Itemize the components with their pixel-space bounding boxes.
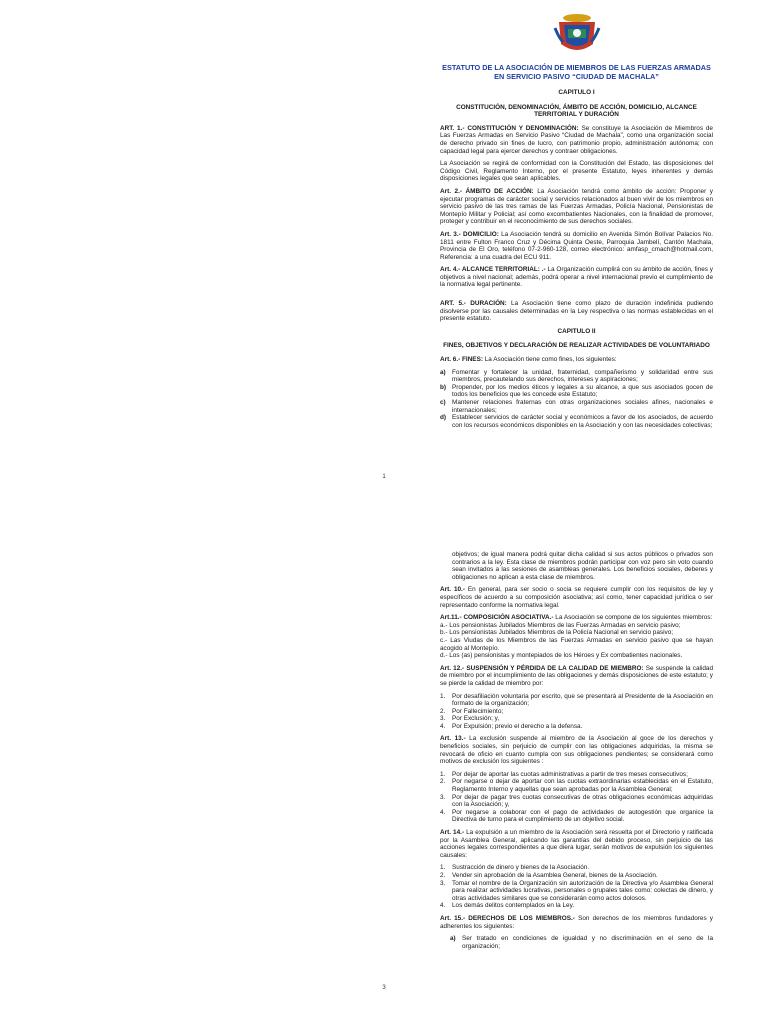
article-15 <box>440 915 713 930</box>
article-4-text: La Organización cumplirá con su ámbito de acción, fines y objetivos a nivel nacional; además, podrá operar a nivel internacional previo el cumplimiento de la normativa legal pertinente. <box>440 266 714 289</box>
list-item <box>440 880 713 903</box>
article-11 <box>440 614 713 622</box>
list-item <box>440 693 713 708</box>
article-3 <box>440 231 713 261</box>
list-item: d.- Los (as) pensionistas y montepiados de los Héroes y Ex combatientes nacionales. <box>440 652 683 660</box>
list-item-text: Por negarse a colaborar con el pago de actividades de autogestión que organice la Directiva de turno para el cumplimiento de un objetivo social. <box>452 808 713 824</box>
list-item-marker: c) <box>440 399 446 406</box>
list-item <box>440 723 713 731</box>
list-item-text: Por Expulsión; previo el derecho a la defensa. <box>452 722 583 730</box>
article-6 <box>440 356 713 364</box>
chapter-1-heading: CONSTITUCIÓN, DENOMINACIÓN, ÁMBITO DE ACCIÓN, DOMICILIO, ALCANCE TERRITORIAL Y DURACIÓN <box>456 103 697 119</box>
list-item-marker: 4. <box>440 808 446 816</box>
article-10-label: Art. 10.- <box>440 586 465 594</box>
list-item: b.- Los pensionistas Jubilados Miembros de la Policía Nacional en servicio pasivo; <box>440 629 674 637</box>
list-item-marker: b) <box>440 383 447 391</box>
article-10 <box>440 586 713 609</box>
document-title: ESTATUTO DE LA ASOCIACIÓN DE MIEMBROS DE LAS FUERZAS ARMADAS EN SERVICIO PASIVO “CIUDAD DE MACHALA” <box>442 63 711 81</box>
expulsion-list <box>440 864 713 910</box>
list-item-marker: 1. <box>440 692 446 700</box>
list-item-marker: 2. <box>440 871 446 879</box>
article-14 <box>440 829 713 859</box>
list-item-text: Fomentar y fortalecer la unidad, fraternidad, compañerismo y solidaridad entre sus miembros, precautelando sus derechos, intereses y aspiraciones; <box>452 368 713 384</box>
list-item <box>440 414 713 429</box>
list-item <box>440 902 713 910</box>
list-item <box>440 384 713 399</box>
list-item-marker: d) <box>440 414 447 422</box>
list-item-marker: 4. <box>440 722 446 730</box>
article-12 <box>440 665 713 688</box>
list-item-text: Establecer servicios de carácter social y económicos a favor de los asociados, de acuerdo con los recursos económicos disponibles en la Asociación y con las necesidades colectivas; <box>452 414 713 429</box>
list-item-text: Mantener relaciones fraternas con otras organizaciones sociales afines, nacionales e internacionales; <box>452 399 713 414</box>
chapter-2-title: CAPITULO II <box>557 327 596 335</box>
article-1-label: ART. 1.- CONSTITUCIÓN Y DENOMINACIÓN: <box>440 124 579 132</box>
article-13-text: La exclusión suspende al miembro de la Asociación al goce de los derechos y beneficios sociales, sin perjuicio de cumplir con las obligaciones adquiridas, la misma se revocará de oficio en cuanto cumpla con sus obligaciones pendientes; se considerará como motivos de exclusión los siguientes : <box>440 735 714 766</box>
list-item <box>440 872 713 880</box>
list-item-marker: 3. <box>440 793 446 801</box>
document-page-1 <box>0 0 768 500</box>
list-item <box>440 369 713 384</box>
article-5-text: La Asociación tiene como plazo de duración indefinida pudiendo disolverse por las causales determinadas en la Ley respectiva o las normas establecidas en el presente estatuto. <box>440 300 713 323</box>
chapter-2-heading: FINES, OBJETIVOS Y DECLARACIÓN DE REALIZAR ACTIVIDADES DE VOLUNTARIADO <box>443 342 710 350</box>
list-item-text: Sustracción de dinero y bienes de la Asociación. <box>452 864 590 872</box>
list-item-marker: 3. <box>440 715 446 723</box>
list-item-marker: 3. <box>440 879 446 887</box>
chapter-1-title: CAPITULO I <box>558 89 595 96</box>
page-1-text-column <box>440 64 713 434</box>
list-item-text: Por Fallecimiento; <box>452 707 504 715</box>
article-1-paragraph-2: La Asociación se regirá de conformidad con la Constitución del Estado, las disposiciones del Código Civil, Reglamento Interno, por el presente Estatuto, leyes inherentes y demás disposiciones legales que sean aplicables. <box>440 160 713 183</box>
list-item-text: Por Exclusión; y, <box>452 715 500 723</box>
list-item <box>440 794 713 809</box>
article-11-label: Art.11.- COMPOSICIÓN ASOCIATIVA.- <box>440 614 554 622</box>
article-12-label: Art. 12.- SUSPENSIÓN Y PÉRDIDA DE LA CALIDAD DE MIEMBRO: <box>440 664 644 672</box>
list-item-text: Por dejar de pagar tres cuotas consecutivas de otras obligaciones económicas adquiridas con la Asociación; y, <box>452 793 713 809</box>
list-item <box>440 715 713 723</box>
list-item-marker: 2. <box>440 707 446 715</box>
article-12-text: Se suspende la calidad de miembro por el incumplimiento de las obligaciones y demás disposiciones de este estatuto; y se pierde la calidad de miembro por: <box>440 664 713 687</box>
list-item-text: Vender sin aprobación de la Asamblea General, bienes de la Asociación. <box>452 871 658 879</box>
list-item <box>440 708 713 716</box>
article-14-text: La expulsión a un miembro de la Asociación será resuelta por el Directorio y ratificada por la Asamblea General, aplicando las garantías del debido proceso, sin perjuicio de las acciones legales correspondientes a que diera lugar, serán motivos de expulsión los siguientes causales: <box>440 829 713 859</box>
list-item-marker: 2. <box>440 778 446 786</box>
list-item <box>450 935 713 950</box>
list-item-text: Los demás delitos contemplados en la Ley. <box>452 902 575 910</box>
composition-list <box>440 622 713 660</box>
association-emblem-logo <box>553 12 601 56</box>
page-number-1: 1 <box>382 474 386 480</box>
article-14-label: Art. 14.- <box>440 829 465 836</box>
list-item-marker: a) <box>450 935 456 943</box>
article-6-label: Art. 6.- FINES: <box>440 356 483 364</box>
article-15-text: Son derechos de los miembros fundadores y adherentes los siguientes: <box>440 914 714 930</box>
list-item-marker: a) <box>440 368 446 376</box>
article-1 <box>440 125 713 155</box>
list-item-text: Por dejar de aportar las cuotas administrativas a partir de tres meses consecutivos; <box>452 770 688 778</box>
article-3-label: Art. 3.- DOMICILIO: <box>440 230 499 238</box>
page-3-text-column <box>440 551 713 955</box>
list-item <box>440 864 713 872</box>
list-item: c.- Las Viudas de los Miembros de las Fuerzas Armadas en servicio pasivo que se hayan acogido al Montepío. <box>440 636 713 652</box>
list-item-marker: 4. <box>440 902 446 910</box>
article-13 <box>440 735 713 765</box>
article-5-label: ART. 5.- DURACIÓN: <box>440 300 507 308</box>
list-item <box>440 399 713 414</box>
list-item-text: Por negarse o dejar de aportar con las cuotas extraordinarias establecidas en el Estatuto, Reglamento Interno y aquellas que sean aprobadas por la Asamblea General; <box>452 778 713 794</box>
list-item: a.- Los pensionistas Jubilados Miembros de las Fuerzas Armadas en servicio pasivo; <box>440 621 681 629</box>
list-item-marker: 1. <box>440 770 446 778</box>
article-3-text: La Asociación tendrá su domicilio en Avenida Simón Bolívar Palacios No. 1811 entre Fulton Franco Cruz y Décima Quinta Oeste, Parroquia Jambelí, Cantón Machala, Provincia de El Oro, teléfono 07-2-960-128, correo electrónico: amfasp_cmach@hotmail.com, Referencia: a una cuadra del ECU 911. <box>440 230 713 261</box>
page-number-3: 3 <box>382 985 386 991</box>
list-item <box>440 809 713 824</box>
article-5 <box>440 300 713 323</box>
list-item-text: Propender, por los medios éticos y legales a su alcance, a que sus asociados gocen de todos los beneficios que les concede este Estatuto; <box>452 383 713 399</box>
article-6-text: La Asociación tiene como fines, los siguientes: <box>482 356 617 364</box>
list-item-text: Tomar el nombre de la Organización sin autorización de la Directiva y/o Asamblea General para realizar actividades lucrativas, personales o grupales tales como: colectas de dinero, y otras actividades similares que se considerarán como actos dolosos. <box>452 879 713 902</box>
list-item-text: Por desafiliación voluntaria por escrito, que se presentará al Presidente de la Asociación en formato de la organización; <box>452 692 713 708</box>
article-4-label: Art. 4.- ALCANCE TERRITORIAL: .- <box>440 266 546 274</box>
article-4 <box>440 266 713 289</box>
article-11-text: La Asociación se compone de los siguientes miembros: <box>553 614 713 622</box>
list-item-text: Ser tratado en condiciones de igualdad y no discriminación en el seno de la organización; <box>462 935 713 950</box>
article-15-label: Art. 15.- DERECHOS DE LOS MIEMBROS.- <box>440 914 575 922</box>
article-2 <box>440 188 713 226</box>
list-item-marker: 1. <box>440 864 446 872</box>
members-intro-paragraph: objetivos; de igual manera podrá quitar dicha calidad si sus actos públicos o privados son contrarios a la ley. Esta clase de miembros podrán participar con voz pero sin voto cuando sean invitados a las sesiones de asambleas generales. Los beneficios sociales, deberes y obligaciones no aplican a esta clase de miembros. <box>452 551 713 581</box>
document-page-3 <box>0 545 768 1024</box>
article-1-text: Se constituye la Asociación de Miembros de Las Fuerzas Armadas en Servicio Pasivo “Ciudad de Machala”, como una organización social de derecho privado sin fines de lucro, con patrimonio propio, administración autónoma; con capacidad legal para ejercer derechos y contraer obligaciones. <box>440 124 713 155</box>
list-item <box>440 778 713 793</box>
list-item <box>440 771 713 779</box>
article-2-label: Art. 2.- ÁMBITO DE ACCIÓN: <box>440 187 534 195</box>
rights-list <box>450 935 713 950</box>
exclusion-list <box>440 771 713 824</box>
article-2-text: La Asociación tendrá como ámbito de acción: Proponer y ejecutar programas de carácter social y servicios relacionados al buen vivir de los miembros en servicio pasivo de las tres ramas de las Fuerzas Armadas, Policía Nacional, Pensionistas de Montepío Militar y Policial; así como excombatientes Nacionales, con la finalidad de promover, proteger y contribuir en el reconocimiento de sus derechos sociales. <box>440 187 713 226</box>
article-10-text: En general, para ser socio o socia se requiere cumplir con los requisitos de ley y específicos de acuerdo a su composición asociativa; así como, tener capacidad jurídica o ser representado conforme la normativa legal. <box>440 586 714 609</box>
page-gap <box>0 500 768 545</box>
article-13-label: Art. 13.- <box>440 735 466 743</box>
fines-list <box>440 369 713 430</box>
membership-loss-list <box>440 693 713 731</box>
